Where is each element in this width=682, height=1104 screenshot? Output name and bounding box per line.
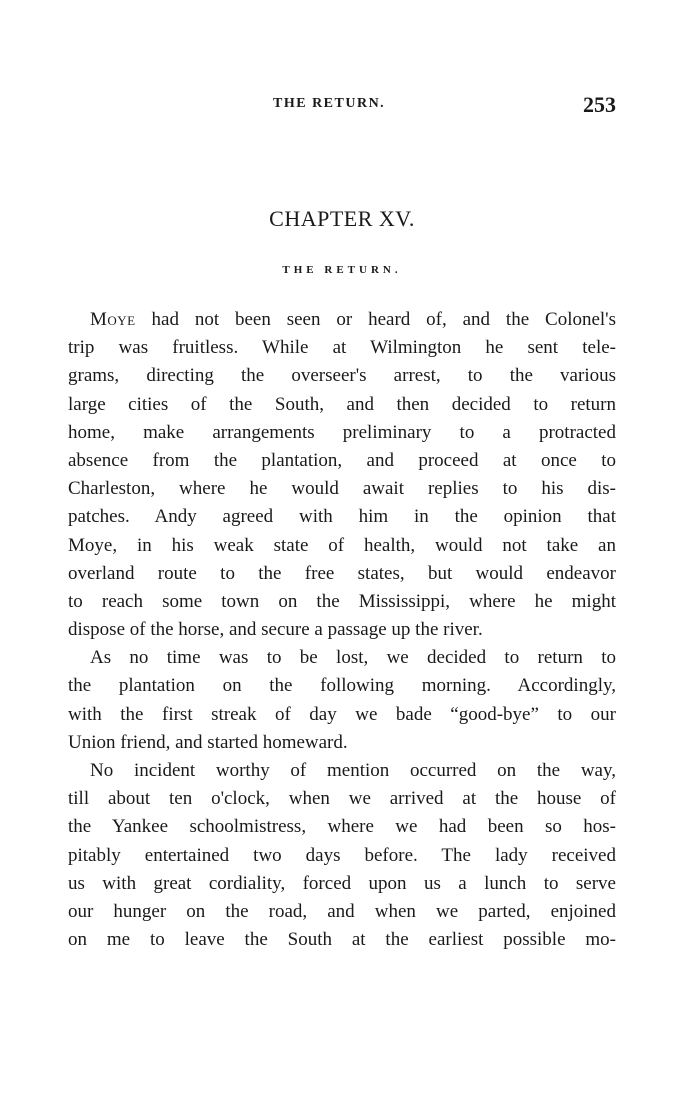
line-text: had not been seen or heard of, and the Colonel's	[135, 309, 616, 330]
text-line: large cities of the South, and then decided to return	[68, 393, 616, 415]
text-line: Union friend, and started homeward.	[68, 731, 348, 753]
text-line: As no time was to be lost, we decided to return to	[90, 647, 616, 669]
running-title: THE RETURN.	[273, 96, 386, 111]
text-line: trip was fruitless. While at Wilmington he sent tele-	[68, 337, 616, 359]
text-line: Charleston, where he would await replies to his dis-	[68, 478, 616, 500]
page-number: 253	[583, 92, 616, 117]
text-line: overland route to the free states, but would endeavor	[68, 562, 616, 584]
text-line: till about ten o'clock, when we arrived at the house of	[68, 788, 616, 810]
text-line: home, make arrangements preliminary to a protracted	[68, 421, 616, 443]
text-line	[68, 306, 616, 334]
text-line: us with great cordiality, forced upon us a lunch to serve	[68, 872, 616, 894]
text-line: No incident worthy of mention occurred on the way,	[90, 760, 616, 781]
text-line: pitably entertained two days before. The lady received	[68, 844, 616, 866]
text-line: with the first streak of day we bade “good-bye” to our	[68, 703, 616, 725]
text-line: on me to leave the South at the earliest possible mo-	[68, 929, 616, 951]
text-line: patches. Andy agreed with him in the opinion that	[68, 506, 616, 528]
running-header	[68, 92, 616, 122]
chapter-subtitle: THE RETURN.	[282, 264, 402, 276]
text-line: absence from the plantation, and proceed at once to	[68, 449, 616, 471]
text-line: grams, directing the overseer's arrest, to the various	[68, 365, 616, 387]
text-line: our hunger on the road, and when we parted, enjoined	[68, 900, 616, 922]
text-line: to reach some town on the Mississippi, where he might	[68, 590, 616, 612]
opening-word: Moye	[90, 309, 136, 330]
body-text	[68, 306, 616, 954]
text-line: the Yankee schoolmistress, where we had been so hos-	[68, 816, 616, 838]
text-line: Moye, in his weak state of health, would not take an	[68, 534, 616, 556]
chapter-heading: CHAPTER XV.	[269, 206, 415, 231]
text-line: dispose of the horse, and secure a passage up the river.	[68, 619, 483, 641]
text-line: the plantation on the following morning. Accordingly,	[68, 675, 616, 697]
